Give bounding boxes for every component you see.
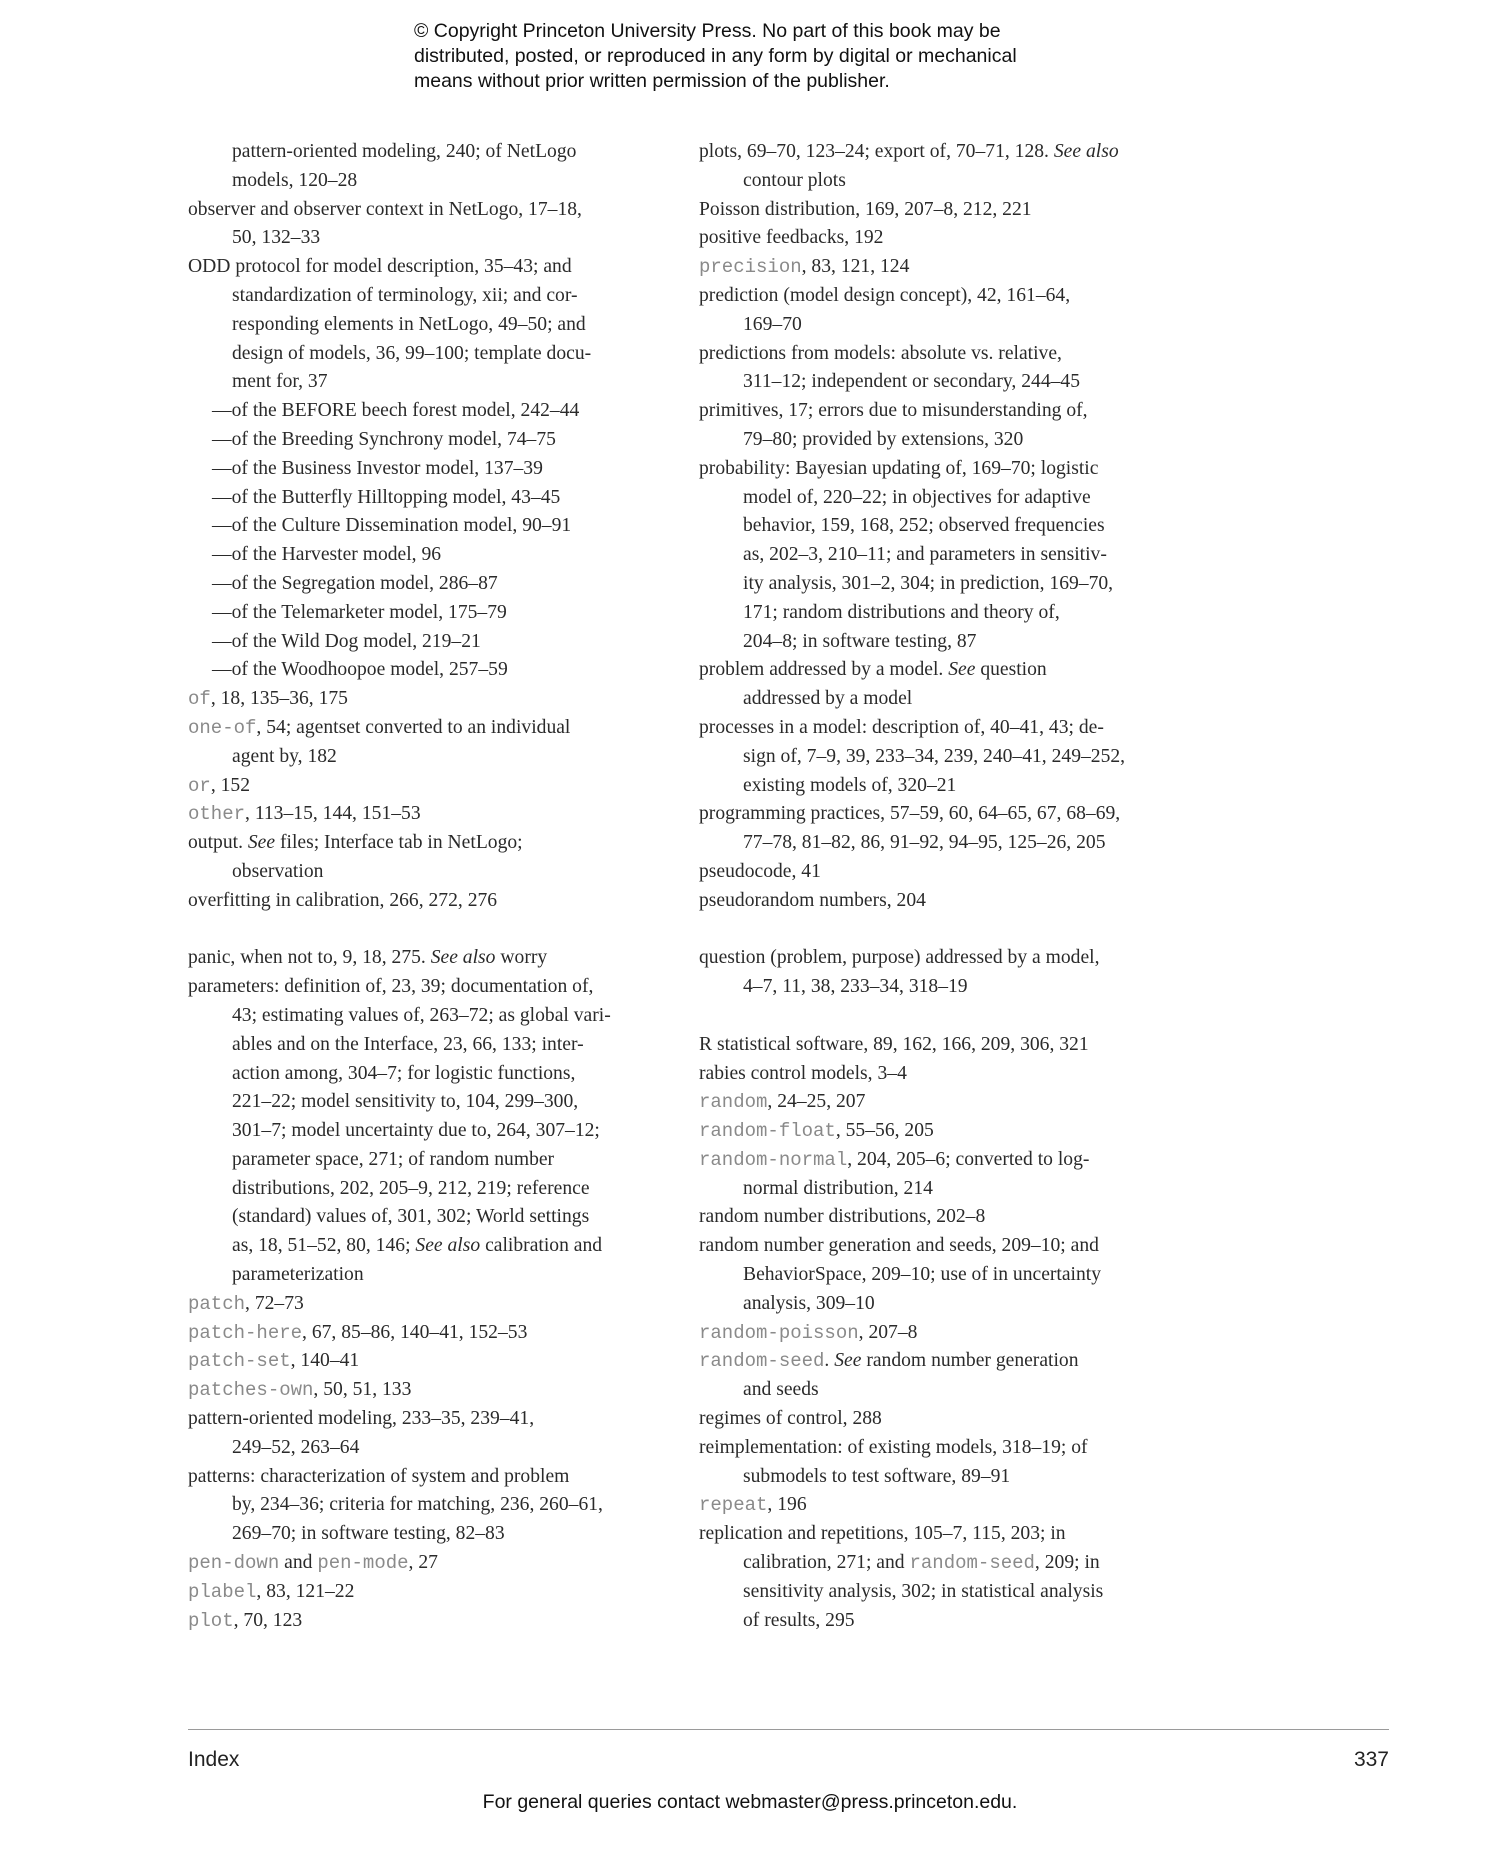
index-entry bbox=[699, 1405, 1169, 1434]
index-entry bbox=[699, 1117, 1169, 1146]
index-entry bbox=[699, 1088, 1169, 1117]
index-entry bbox=[699, 196, 1169, 225]
index-letter-gap bbox=[699, 916, 1169, 945]
index-text: normal distribution, 214 bbox=[743, 1177, 933, 1199]
index-text: ables and on the Interface, 23, 66, 133; inter- bbox=[232, 1033, 584, 1055]
index-entry-continuation bbox=[188, 1117, 658, 1146]
netlogo-primitive: random-float bbox=[699, 1120, 836, 1143]
index-entry-continuation bbox=[699, 628, 1169, 657]
index-text: —of the Telemarketer model, 175–79 bbox=[212, 601, 507, 623]
index-text: —of the Breeding Synchrony model, 74–75 bbox=[212, 428, 556, 450]
index-text: pattern-oriented modeling, 240; of NetLogo bbox=[232, 141, 577, 162]
index-text: probability: Bayesian updating of, 169–70; logistic bbox=[699, 457, 1099, 479]
index-text: 269–70; in software testing, 82–83 bbox=[232, 1523, 505, 1545]
index-entry bbox=[699, 1491, 1169, 1520]
index-text: 204–8; in software testing, 87 bbox=[743, 630, 977, 652]
index-text: 4–7, 11, 38, 233–34, 318–19 bbox=[743, 976, 968, 998]
index-entry-continuation bbox=[699, 743, 1169, 772]
index-text: model of, 220–22; in objectives for adaptive bbox=[743, 486, 1091, 508]
copyright-line: distributed, posted, or reproduced in any form by digital or mechanical bbox=[414, 45, 1017, 67]
index-entry-continuation bbox=[188, 311, 658, 340]
index-text: pseudorandom numbers, 204 bbox=[699, 889, 926, 911]
index-text: replication and repetitions, 105–7, 115, 203; in bbox=[699, 1523, 1066, 1545]
netlogo-primitive: of bbox=[188, 688, 211, 711]
index-text: responding elements in NetLogo, 49–50; and bbox=[232, 313, 586, 335]
index-text: , 54; agentset converted to an individual bbox=[256, 716, 571, 738]
copyright-line: means without prior written permission of the publisher. bbox=[414, 70, 890, 92]
index-entry-continuation bbox=[188, 1520, 658, 1549]
index-text: . bbox=[824, 1350, 835, 1372]
index-entry-continuation bbox=[188, 1261, 658, 1290]
footer-divider bbox=[188, 1729, 1389, 1730]
index-entry bbox=[699, 1319, 1169, 1348]
index-text: of results, 295 bbox=[743, 1609, 855, 1631]
index-text: —of the Harvester model, 96 bbox=[212, 544, 442, 566]
index-entry-continuation bbox=[188, 1031, 658, 1060]
index-text: , 204, 205–6; converted to log- bbox=[847, 1148, 1090, 1170]
index-text: 311–12; independent or secondary, 244–45 bbox=[743, 371, 1081, 393]
index-subentry bbox=[188, 397, 658, 426]
index-entry bbox=[699, 1232, 1169, 1261]
index-text: and seeds bbox=[743, 1379, 819, 1401]
index-entry bbox=[699, 944, 1169, 973]
index-entry-continuation bbox=[699, 1290, 1169, 1319]
index-text: question bbox=[975, 659, 1047, 681]
index-entry-continuation bbox=[699, 1549, 1169, 1578]
index-entry-continuation bbox=[699, 368, 1169, 397]
index-text: parameters: definition of, 23, 39; documentation of, bbox=[188, 976, 594, 998]
netlogo-primitive: patches-own bbox=[188, 1379, 314, 1402]
index-entry bbox=[699, 138, 1169, 167]
index-entry bbox=[188, 1549, 658, 1578]
index-entry bbox=[188, 887, 658, 916]
index-text: and bbox=[279, 1552, 318, 1574]
index-entry bbox=[188, 196, 658, 225]
index-text: programming practices, 57–59, 60, 64–65, 67, 68–69, bbox=[699, 803, 1121, 825]
index-letter-gap bbox=[699, 1002, 1169, 1031]
running-footer-label: Index bbox=[188, 1748, 240, 1771]
index-text: ODD protocol for model description, 35–43; and bbox=[188, 256, 572, 278]
index-entry bbox=[699, 455, 1169, 484]
index-text: BehaviorSpace, 209–10; use of in uncertainty bbox=[743, 1264, 1102, 1286]
netlogo-primitive: or bbox=[188, 774, 211, 797]
index-text: as, 18, 51–52, 80, 146; bbox=[232, 1235, 416, 1257]
index-text: observation bbox=[232, 860, 324, 882]
index-text: standardization of terminology, xii; and cor- bbox=[232, 284, 578, 306]
index-entry bbox=[188, 772, 658, 801]
index-entry-continuation bbox=[699, 1175, 1169, 1204]
index-text: , 18, 135–36, 175 bbox=[210, 688, 348, 710]
netlogo-primitive: random bbox=[699, 1091, 768, 1114]
index-entry-continuation bbox=[699, 1607, 1169, 1636]
index-text: random number distributions, 202–8 bbox=[699, 1206, 986, 1228]
index-text: prediction (model design concept), 42, 161–64, bbox=[699, 284, 1071, 306]
index-entry bbox=[188, 1347, 658, 1376]
index-text: —of the Business Investor model, 137–39 bbox=[212, 457, 543, 479]
index-entry-continuation bbox=[699, 1463, 1169, 1492]
index-text: 79–80; provided by extensions, 320 bbox=[743, 428, 1024, 450]
index-text: , 207–8 bbox=[858, 1321, 918, 1343]
index-entry-continuation bbox=[699, 1261, 1169, 1290]
index-text: sign of, 7–9, 39, 233–34, 239, 240–41, 249–252, bbox=[743, 745, 1126, 767]
index-text: ity analysis, 301–2, 304; in prediction, 169–70, bbox=[743, 572, 1114, 594]
index-text: analysis, 309–10 bbox=[743, 1292, 875, 1314]
index-text: parameterization bbox=[232, 1264, 364, 1286]
index-text: —of the Butterfly Hilltopping model, 43–45 bbox=[212, 486, 561, 508]
index-entry-continuation bbox=[188, 167, 658, 196]
index-entry-continuation bbox=[188, 1002, 658, 1031]
netlogo-primitive: plot bbox=[188, 1609, 234, 1632]
cross-reference-see: See also bbox=[415, 1235, 481, 1257]
index-text: pseudocode, 41 bbox=[699, 860, 821, 882]
index-text: by, 234–36; criteria for matching, 236, 260–61, bbox=[232, 1494, 603, 1516]
cross-reference-see: See also bbox=[430, 947, 496, 969]
index-entry bbox=[188, 1607, 658, 1636]
index-text: (standard) values of, 301, 302; World settings bbox=[232, 1206, 590, 1228]
index-text: —of the Wild Dog model, 219–21 bbox=[212, 630, 481, 652]
index-entry-continuation bbox=[188, 1088, 658, 1117]
index-column-right bbox=[699, 138, 1169, 1635]
index-text: parameter space, 271; of random number bbox=[232, 1148, 555, 1170]
index-text: question (problem, purpose) addressed by a model, bbox=[699, 947, 1100, 969]
page-number: 337 bbox=[1353, 1748, 1389, 1771]
index-text: patterns: characterization of system and problem bbox=[188, 1465, 570, 1487]
index-subentry bbox=[188, 628, 658, 657]
index-text: rabies control models, 3–4 bbox=[699, 1062, 907, 1084]
index-text: files; Interface tab in NetLogo; bbox=[275, 832, 523, 854]
index-text: calibration, 271; and bbox=[743, 1552, 910, 1574]
index-text: sensitivity analysis, 302; in statistical analysis bbox=[743, 1580, 1104, 1602]
index-entry-continuation bbox=[188, 1175, 658, 1204]
index-text: —of the Woodhoopoe model, 257–59 bbox=[212, 659, 508, 681]
index-text: regimes of control, 288 bbox=[699, 1408, 882, 1430]
index-entry bbox=[188, 1578, 658, 1607]
index-text: , 152 bbox=[210, 774, 250, 796]
index-entry-continuation bbox=[188, 1060, 658, 1089]
index-entry-continuation bbox=[699, 484, 1169, 513]
index-entry-continuation bbox=[188, 1491, 658, 1520]
index-text: —of the Segregation model, 286–87 bbox=[212, 572, 498, 594]
netlogo-primitive: one-of bbox=[188, 716, 257, 739]
index-entry-continuation bbox=[188, 1232, 658, 1261]
netlogo-primitive: random-seed bbox=[699, 1350, 825, 1373]
index-entry-continuation bbox=[699, 570, 1169, 599]
index-entry-continuation bbox=[188, 138, 658, 167]
index-text: , 196 bbox=[767, 1494, 807, 1516]
netlogo-primitive: patch-set bbox=[188, 1350, 291, 1373]
index-entry bbox=[699, 1060, 1169, 1089]
index-text: random number generation and seeds, 209–10; and bbox=[699, 1235, 1099, 1257]
index-text: ment for, 37 bbox=[232, 371, 328, 393]
index-text: 50, 132–33 bbox=[232, 227, 321, 249]
index-entry bbox=[188, 1405, 658, 1434]
index-text: worry bbox=[495, 947, 548, 969]
index-entry bbox=[699, 656, 1169, 685]
copyright-notice bbox=[414, 19, 1114, 94]
index-subentry bbox=[188, 570, 658, 599]
index-text: processes in a model: description of, 40–41, 43; de- bbox=[699, 716, 1104, 738]
index-entry-continuation bbox=[188, 368, 658, 397]
index-text: positive feedbacks, 192 bbox=[699, 227, 884, 249]
index-subentry bbox=[188, 426, 658, 455]
index-entry bbox=[699, 1347, 1169, 1376]
index-entry-continuation bbox=[699, 829, 1169, 858]
index-text: Poisson distribution, 169, 207–8, 212, 221 bbox=[699, 198, 1032, 220]
index-text: R statistical software, 89, 162, 166, 209, 306, 321 bbox=[699, 1033, 1089, 1055]
index-text: , 70, 123 bbox=[233, 1609, 303, 1631]
index-text: , 72–73 bbox=[245, 1292, 304, 1314]
index-entry bbox=[699, 858, 1169, 887]
index-entry-continuation bbox=[699, 311, 1169, 340]
index-entry bbox=[188, 714, 658, 743]
index-text: , 209; in bbox=[1034, 1552, 1100, 1574]
index-entry bbox=[699, 253, 1169, 282]
index-text: , 83, 121–22 bbox=[256, 1580, 355, 1602]
index-text: , 113–15, 144, 151–53 bbox=[245, 803, 421, 825]
index-text: plots, 69–70, 123–24; export of, 70–71, 128. bbox=[699, 141, 1054, 162]
cross-reference-see: See bbox=[247, 832, 276, 854]
index-text: , 50, 51, 133 bbox=[313, 1379, 412, 1401]
index-entry-continuation bbox=[699, 541, 1169, 570]
index-entry-continuation bbox=[699, 973, 1169, 1002]
netlogo-primitive: precision bbox=[699, 256, 802, 279]
index-text: 169–70 bbox=[743, 313, 802, 335]
index-text: 77–78, 81–82, 86, 91–92, 94–95, 125–26, 205 bbox=[743, 832, 1106, 854]
index-text: panic, when not to, 9, 18, 275. bbox=[188, 947, 431, 969]
index-entry bbox=[699, 1031, 1169, 1060]
index-text: models, 120–28 bbox=[232, 169, 358, 191]
index-entry bbox=[188, 944, 658, 973]
index-text: existing models of, 320–21 bbox=[743, 774, 957, 796]
index-text: design of models, 36, 99–100; template docu- bbox=[232, 342, 592, 364]
index-text: 171; random distributions and theory of, bbox=[743, 601, 1060, 623]
index-column-left bbox=[188, 138, 658, 1635]
index-subentry bbox=[188, 484, 658, 513]
index-entry bbox=[699, 714, 1169, 743]
index-entry-continuation bbox=[188, 1434, 658, 1463]
index-text: reimplementation: of existing models, 318–19; of bbox=[699, 1436, 1088, 1458]
index-text: action among, 304–7; for logistic functions, bbox=[232, 1062, 576, 1084]
cross-reference-see: See bbox=[948, 659, 976, 681]
index-text: 301–7; model uncertainty due to, 264, 307–12; bbox=[232, 1120, 600, 1142]
index-text: , 83, 121, 124 bbox=[801, 256, 910, 278]
index-subentry bbox=[188, 599, 658, 628]
netlogo-primitive: pen-down bbox=[188, 1552, 280, 1575]
index-text: contour plots bbox=[743, 169, 846, 191]
index-text: , 24–25, 207 bbox=[767, 1091, 866, 1113]
netlogo-primitive: random-seed bbox=[909, 1552, 1035, 1575]
index-entry bbox=[188, 685, 658, 714]
index-entry bbox=[188, 800, 658, 829]
index-text: 249–52, 263–64 bbox=[232, 1436, 360, 1458]
contact-notice: For general queries contact webmaster@press.princeton.edu. bbox=[482, 1791, 1018, 1813]
index-text: output. bbox=[188, 832, 248, 854]
index-entry bbox=[699, 1146, 1169, 1175]
index-text: random number generation bbox=[861, 1350, 1079, 1372]
cross-reference-see: See bbox=[834, 1350, 862, 1372]
index-subentry bbox=[188, 455, 658, 484]
netlogo-primitive: pen-mode bbox=[317, 1552, 409, 1575]
index-entry-continuation bbox=[699, 599, 1169, 628]
netlogo-primitive: patch bbox=[188, 1292, 246, 1315]
netlogo-primitive: patch-here bbox=[188, 1321, 303, 1344]
index-text: —of the BEFORE beech forest model, 242–44 bbox=[212, 400, 580, 422]
index-text: distributions, 202, 205–9, 212, 219; reference bbox=[232, 1177, 590, 1199]
index-entry-continuation bbox=[699, 1376, 1169, 1405]
index-entry bbox=[188, 973, 658, 1002]
index-text: 221–22; model sensitivity to, 104, 299–300, bbox=[232, 1091, 579, 1113]
index-subentry bbox=[188, 512, 658, 541]
index-text: pattern-oriented modeling, 233–35, 239–41, bbox=[188, 1408, 535, 1430]
index-entry bbox=[699, 800, 1169, 829]
index-entry-continuation bbox=[188, 1146, 658, 1175]
index-text: overfitting in calibration, 266, 272, 276 bbox=[188, 889, 498, 911]
netlogo-primitive: other bbox=[188, 803, 246, 826]
index-subentry bbox=[188, 541, 658, 570]
netlogo-primitive: random-poisson bbox=[699, 1321, 859, 1344]
index-text: behavior, 159, 168, 252; observed frequencies bbox=[743, 515, 1105, 537]
copyright-line: © Copyright Princeton University Press. No part of this book may be bbox=[414, 20, 1001, 42]
index-entry-continuation bbox=[188, 282, 658, 311]
index-letter-gap bbox=[188, 916, 658, 945]
index-text: primitives, 17; errors due to misunderstanding of, bbox=[699, 400, 1088, 422]
index-entry-continuation bbox=[699, 167, 1169, 196]
index-text: —of the Culture Dissemination model, 90–91 bbox=[212, 515, 572, 537]
index-text: 43; estimating values of, 263–72; as global vari- bbox=[232, 1004, 611, 1026]
index-entry bbox=[699, 340, 1169, 369]
index-text: submodels to test software, 89–91 bbox=[743, 1465, 1011, 1487]
index-entry bbox=[188, 1319, 658, 1348]
index-text: , 140–41 bbox=[290, 1350, 360, 1372]
netlogo-primitive: repeat bbox=[699, 1494, 768, 1517]
index-entry bbox=[188, 1290, 658, 1319]
index-entry bbox=[699, 224, 1169, 253]
index-text: , 67, 85–86, 140–41, 152–53 bbox=[302, 1321, 528, 1343]
index-entry-continuation bbox=[188, 1203, 658, 1232]
index-subentry bbox=[188, 656, 658, 685]
index-entry-continuation bbox=[699, 772, 1169, 801]
cross-reference-see: See also bbox=[1053, 141, 1119, 162]
index-entry-continuation bbox=[188, 224, 658, 253]
index-entry-continuation bbox=[188, 340, 658, 369]
index-text: predictions from models: absolute vs. relative, bbox=[699, 342, 1062, 364]
index-entry bbox=[188, 253, 658, 282]
index-entry bbox=[188, 1463, 658, 1492]
index-text: observer and observer context in NetLogo, 17–18, bbox=[188, 198, 582, 220]
index-entry bbox=[699, 397, 1169, 426]
index-entry bbox=[699, 887, 1169, 916]
index-text: addressed by a model bbox=[743, 688, 913, 710]
index-text: calibration and bbox=[480, 1235, 603, 1257]
index-text: as, 202–3, 210–11; and parameters in sensitiv- bbox=[743, 544, 1107, 566]
index-entry-continuation bbox=[699, 685, 1169, 714]
index-entry bbox=[699, 1520, 1169, 1549]
index-entry-continuation bbox=[699, 1578, 1169, 1607]
index-entry-continuation bbox=[188, 743, 658, 772]
index-entry bbox=[188, 829, 658, 858]
index-text: agent by, 182 bbox=[232, 745, 337, 767]
netlogo-primitive: random-normal bbox=[699, 1148, 848, 1171]
index-text: problem addressed by a model. bbox=[699, 659, 949, 681]
index-entry-continuation bbox=[699, 426, 1169, 455]
index-entry bbox=[188, 1376, 658, 1405]
netlogo-primitive: plabel bbox=[188, 1580, 257, 1603]
index-entry-continuation bbox=[699, 512, 1169, 541]
index-text: , 55–56, 205 bbox=[835, 1120, 934, 1142]
index-entry bbox=[699, 1434, 1169, 1463]
index-entry-continuation bbox=[188, 858, 658, 887]
index-text: , 27 bbox=[408, 1552, 438, 1574]
index-entry bbox=[699, 282, 1169, 311]
index-entry bbox=[699, 1203, 1169, 1232]
